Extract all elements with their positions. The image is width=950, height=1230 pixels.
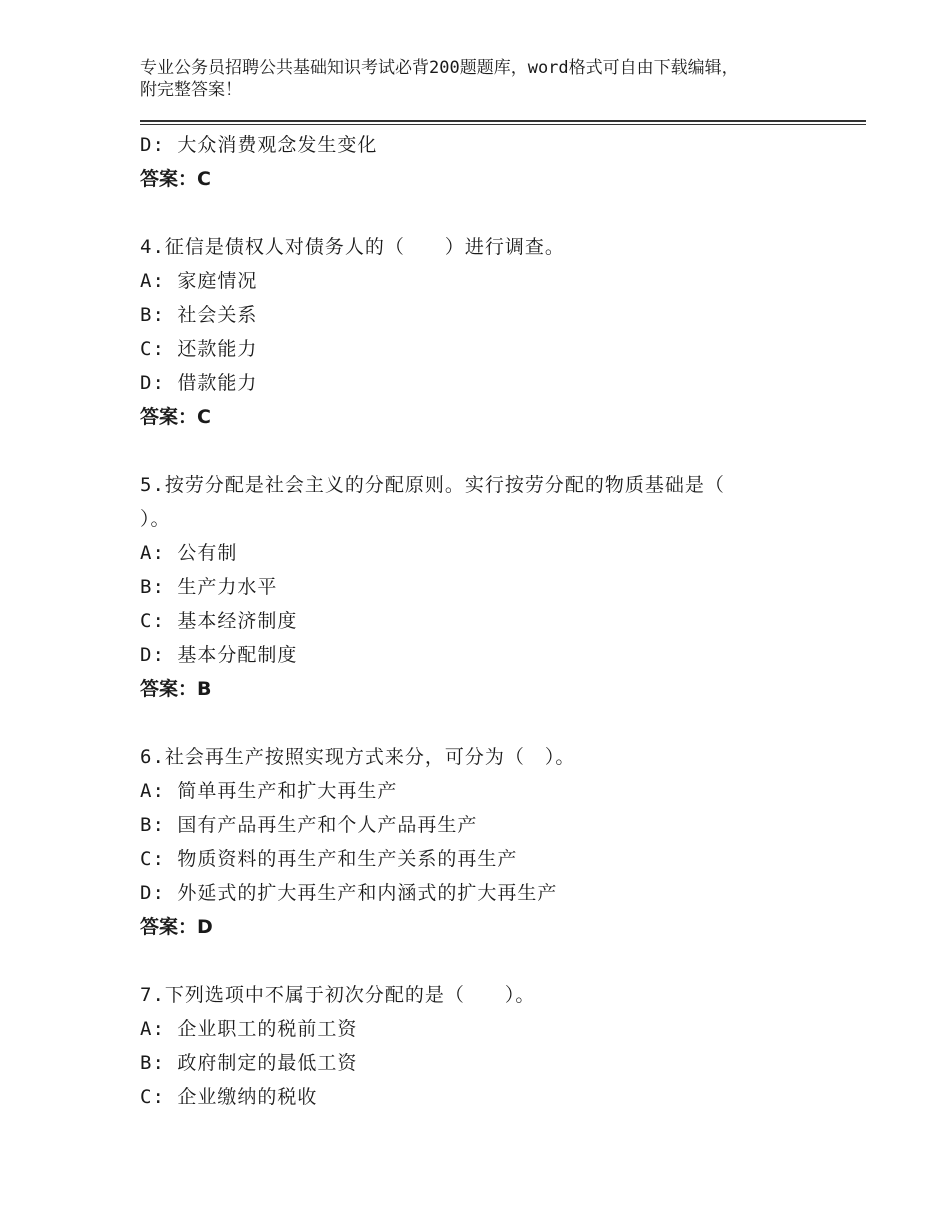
option-b: B: 社会关系 <box>140 304 258 326</box>
option-c: C: 还款能力 <box>140 338 258 360</box>
spacer <box>140 944 860 978</box>
option-b: B: 国有产品再生产和个人产品再生产 <box>140 814 478 836</box>
spacer <box>140 196 860 230</box>
answer: 答案：C <box>140 168 211 190</box>
question-stem: 4.征信是债权人对债务人的（ ）进行调查。 <box>140 236 565 258</box>
option-a: A: 简单再生产和扩大再生产 <box>140 780 398 802</box>
question-6 <box>140 740 860 944</box>
option-d: D: 借款能力 <box>140 372 258 394</box>
question-3-tail <box>140 128 860 196</box>
question-stem-continued: ）。 <box>140 508 171 530</box>
spacer <box>140 434 860 468</box>
header-rule-thin <box>140 124 866 125</box>
option-b: B: 政府制定的最低工资 <box>140 1052 358 1074</box>
question-4 <box>140 230 860 434</box>
header-rule-thick <box>140 120 866 122</box>
question-stem: 5.按劳分配是社会主义的分配原则。实行按劳分配的物质基础是（ <box>140 474 725 496</box>
question-stem: 7.下列选项中不属于初次分配的是（ ）。 <box>140 984 536 1006</box>
option-c: C: 物质资料的再生产和生产关系的再生产 <box>140 848 518 870</box>
spacer <box>140 706 860 740</box>
question-7 <box>140 978 860 1114</box>
question-stem: 6.社会再生产按照实现方式来分，可分为（ ）。 <box>140 746 576 768</box>
option-d: D: 大众消费观念发生变化 <box>140 134 378 156</box>
document-body <box>140 128 860 1114</box>
option-c: C: 企业缴纳的税收 <box>140 1086 318 1108</box>
option-d: D: 外延式的扩大再生产和内涵式的扩大再生产 <box>140 882 558 904</box>
answer: 答案：C <box>140 406 211 428</box>
header-line-1: 专业公务员招聘公共基础知识考试必背200题题库，word格式可自由下载编辑， <box>140 58 739 78</box>
question-5 <box>140 468 860 706</box>
option-a: A: 公有制 <box>140 542 238 564</box>
option-d: D: 基本分配制度 <box>140 644 298 666</box>
option-a: A: 企业职工的税前工资 <box>140 1018 358 1040</box>
header-line-2: 附完整答案！ <box>140 80 242 100</box>
document-header <box>140 57 820 101</box>
option-a: A: 家庭情况 <box>140 270 258 292</box>
option-c: C: 基本经济制度 <box>140 610 298 632</box>
answer: 答案：D <box>140 916 213 938</box>
option-b: B: 生产力水平 <box>140 576 278 598</box>
answer: 答案：B <box>140 678 212 700</box>
